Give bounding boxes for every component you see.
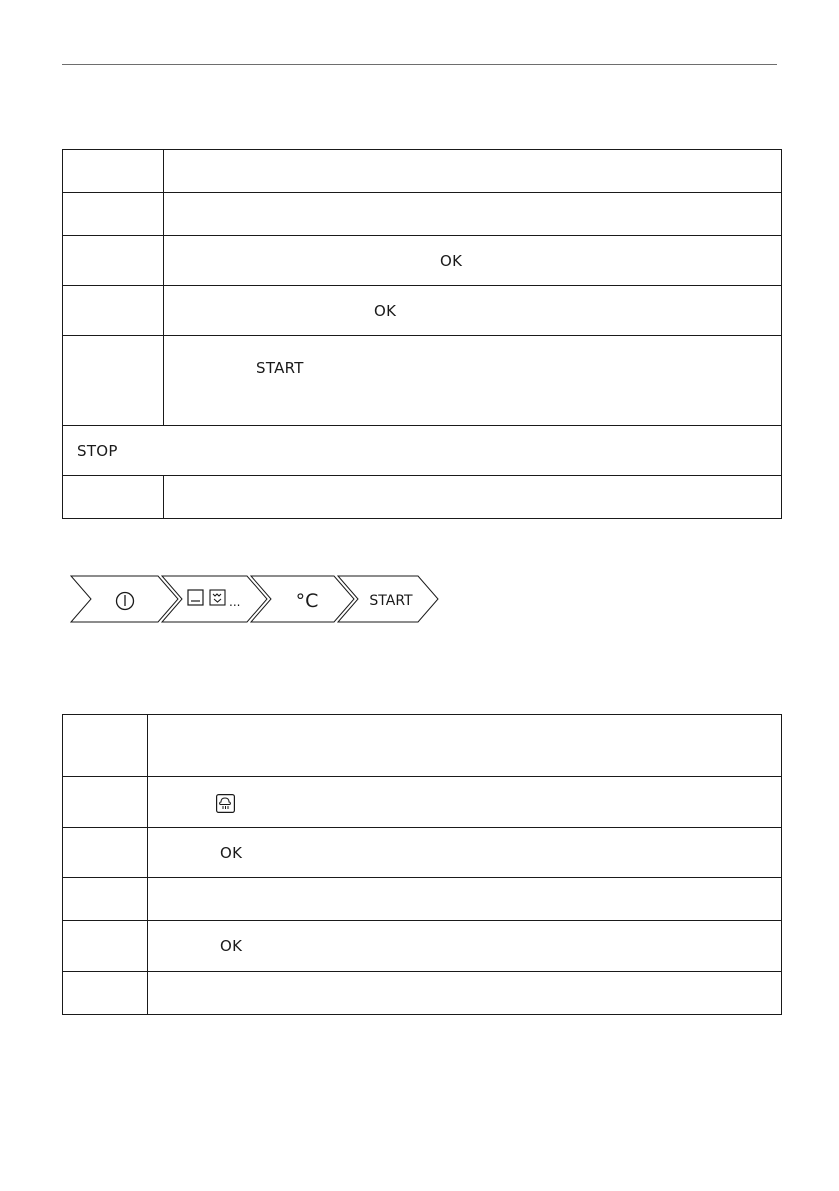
table-row <box>63 476 782 519</box>
ok-key-label: OK <box>374 301 397 320</box>
step-text <box>164 150 782 193</box>
step-cell <box>63 336 164 426</box>
start-label: START <box>369 593 413 609</box>
step-text <box>164 286 782 336</box>
table-row <box>63 193 782 236</box>
step-text <box>164 476 782 519</box>
step-cell <box>63 286 164 336</box>
step-text <box>148 921 782 972</box>
step-text <box>148 972 782 1015</box>
quick-start-flow <box>70 575 440 623</box>
step-text <box>164 336 782 426</box>
table-row <box>63 426 782 476</box>
ok-key-label: OK <box>440 251 463 270</box>
table-row <box>63 878 782 921</box>
step-text <box>148 878 782 921</box>
table-row <box>63 921 782 972</box>
step-cell <box>63 193 164 236</box>
table-row <box>63 150 782 193</box>
step-text <box>148 828 782 878</box>
step-text <box>148 777 782 828</box>
stop-key-label: STOP <box>77 441 118 460</box>
steam-cooking-icon <box>216 794 235 817</box>
more-functions-ellipsis: ... <box>229 595 241 609</box>
step-cell <box>63 476 164 519</box>
table-row <box>63 715 782 777</box>
step-cell <box>63 150 164 193</box>
procedure-table-1 <box>62 149 782 519</box>
step-cell <box>63 777 148 828</box>
table-row <box>63 286 782 336</box>
step-cell <box>63 921 148 972</box>
stop-row-text <box>63 426 782 476</box>
table-row <box>63 236 782 286</box>
oven-function-icon <box>188 590 203 605</box>
step-cell <box>63 828 148 878</box>
ok-key-label: OK <box>220 843 243 862</box>
table-row <box>63 336 782 426</box>
step-text <box>164 193 782 236</box>
step-cell <box>63 236 164 286</box>
step-cell <box>63 878 148 921</box>
temperature-label: °C <box>295 590 319 612</box>
start-key-label: START <box>256 358 304 377</box>
ok-key-label: OK <box>220 937 243 955</box>
step-text <box>164 236 782 286</box>
table-row <box>63 777 782 828</box>
table-row <box>63 828 782 878</box>
header-rule <box>62 64 777 65</box>
power-icon <box>117 593 134 610</box>
procedure-table-2 <box>62 714 782 1015</box>
step-text <box>148 715 782 777</box>
table-row <box>63 972 782 1015</box>
step-cell <box>63 972 148 1015</box>
steam-function-icon <box>210 590 225 605</box>
step-cell <box>63 715 148 777</box>
